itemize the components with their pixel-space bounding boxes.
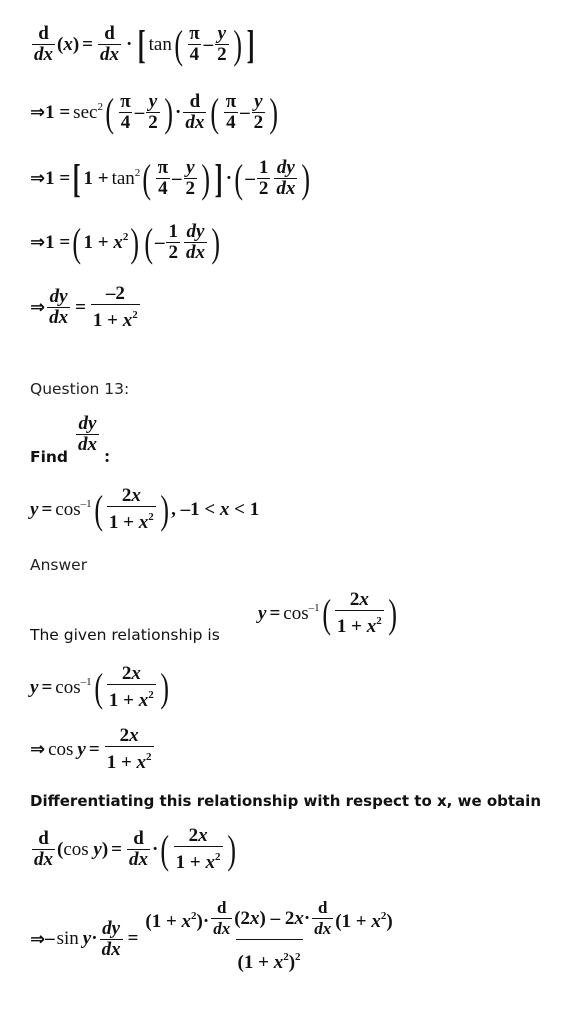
find-label: Find [30,448,69,466]
equation-line-9: ⇒ – sin y · $\frac{dy}{dx}$ = $(1 + x^2)\cdot$ $\frac{d}{dx}$ (2x) – 2x· $\frac{d}{dx}$ $(1 + x^2)$ $(1 + x^2)^2$ [30,898,397,980]
given-text: The given relationship is [30,626,220,644]
problem-equation: y = $\cos^{-1}$ ( $\frac{2x}{1 + x^2}$ ) , –1 < x < 1 [30,485,260,533]
find-colon: : [104,446,111,467]
equation-line-7: ⇒ cos y = $\frac{2x}{1 + x^2}$ [30,725,152,773]
question-label: Question 13: [30,380,130,398]
equation-line-3: ⇒ 1 = [ 1 + $\tan^2$ ( $\frac{\pi}{4}$ – $\frac{y}{2}$ ) ] · ( – $\frac{1}{2}$ $\frac{dy}{dx}$ ) [30,155,311,201]
equation-line-1: $\frac{d}{dx}$ (x) = $\frac{d}{dx}$ · [ tan ( $\frac{\pi}{4}$ – $\frac{y}{2}$ ) ] [34,21,255,67]
equation-line-5: ⇒ $\frac{dy}{dx}$ = $\frac{-2}{1 + x^2}$ [30,283,138,331]
equation-line-4: ⇒ 1 = ( $1 + x^2$ ) ( – $\frac{1}{2}$ $\frac{dy}{dx}$ ) [30,219,220,265]
equation-line-6: y = $\cos^{-1}$ ( $\frac{2x}{1 + x^2}$ ) [30,663,169,711]
answer-label: Answer [30,556,88,574]
equation-line-8: $\frac{d}{dx}$ (cos y) = $\frac{d}{dx}$ · ( $\frac{2x}{1 + x^2}$ ) [34,825,236,873]
equation-line-2: ⇒ 1 = $\sec^2$ ( $\frac{\pi}{4}$ – $\frac{y}{2}$ ) · $\frac{d}{dx}$ ( $\frac{\pi}{4}$ – $\frac{y}{2}$ ) [30,89,279,135]
differentiating-text: Differentiating this relationship with respect to x, we obtain [30,792,541,810]
find-derivative-fraction: $\frac{dy}{dx}$ [78,413,97,455]
given-equation: y = $\cos^{-1}$ ( $\frac{2x}{1 + x^2}$ ) [258,589,397,637]
